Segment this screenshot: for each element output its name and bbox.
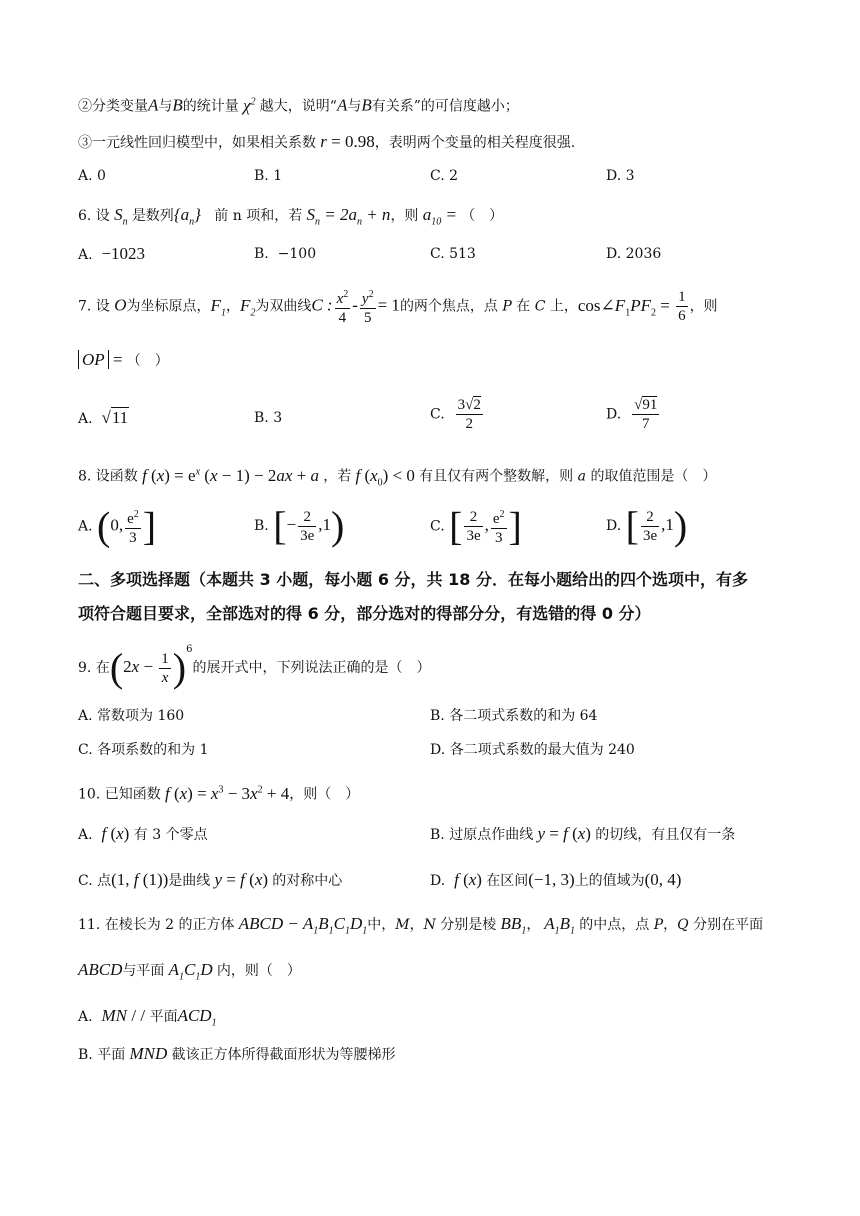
text: ③一元线性回归模型中，如果相关系数 xyxy=(78,135,316,151)
q11-stem-line2 xyxy=(78,960,301,987)
text: 平面 xyxy=(149,1009,178,1025)
section-heading-line1: 二、多项选择题（本题共 3 小题，每小题 6 分，共 18 分．在每小题给出的四个选项中，有多 xyxy=(78,570,748,589)
q11-option-b[interactable]: B. 平面 MND 截该正方体所得截面形状为等腰梯形 xyxy=(78,1044,396,1063)
q8-stem: 8. 设函数 f $(x) = e^x$ (x − 1) − 2ax + a ，若 f $(x_0) < 0$ 有且仅有两个整数解，则 a 的取值范围是（ ） xyxy=(78,465,717,489)
text: 中， xyxy=(367,917,396,933)
text: 的切线，有且仅有一条 xyxy=(595,827,736,843)
text: ，则 xyxy=(689,298,718,315)
text: 有且仅有两个整数解，则 xyxy=(419,468,574,485)
math: $F_2$ xyxy=(239,295,256,318)
q10-option-c[interactable]: C. 点(1, f (1))是曲线 y = f (x) 的对称中心 xyxy=(78,870,343,889)
text: 与 xyxy=(347,98,362,115)
text: 分别是棱 xyxy=(440,917,497,933)
text: 与平面 xyxy=(122,963,165,979)
text: 截该正方体所得截面形状为等腰梯形 xyxy=(171,1047,396,1063)
text: 的展开式中，下列说法正确的是（ ） xyxy=(192,660,431,676)
text: 10. 已知函数 xyxy=(78,786,161,803)
q7-option-c[interactable]: C. $\frac{3√2}{2}$ xyxy=(430,397,481,432)
math: $\{a_n\}$ xyxy=(173,205,201,228)
q8-option-b[interactable]: B. [− $\frac{2}{3e}$ ,1) xyxy=(254,503,345,548)
text: 内，则（ ） xyxy=(216,963,301,979)
text: 前 n 项和，若 xyxy=(214,208,303,224)
math: B xyxy=(172,95,183,115)
text: 的两个焦点，点 xyxy=(399,298,498,315)
q11-stem: 11. 在棱长为 2 的正方体 ABCD − $A_1B_1C_1D_1$中，M，N 分别是棱 $BB_1$， $A_1B_1$ 的中点，点 P，Q 分别在平面 xyxy=(78,914,764,937)
q6-option-a[interactable] xyxy=(78,244,145,265)
text: A. xyxy=(78,247,93,263)
q6-option-c[interactable]: C. 513 xyxy=(430,246,476,262)
text: ，则（ ） xyxy=(289,786,360,803)
q9-option-a[interactable]: A. 常数项为 160 xyxy=(78,708,185,724)
text: 的中点，点 xyxy=(579,917,650,933)
fraction: $\frac{1}{6}$ xyxy=(678,289,686,324)
fraction: $\frac{y^2}{5}$ xyxy=(360,286,376,327)
math: $F_1$ xyxy=(210,295,226,318)
math: f $(x) = x^3 - 3x^2 + 4$ xyxy=(164,783,290,803)
math: f $(x) = e^x$ (x − 1) − 2ax + a xyxy=(142,465,319,485)
text: 分别在平面 xyxy=(693,917,764,933)
math: −100 xyxy=(277,246,317,262)
math: r xyxy=(316,132,332,151)
text: 是数列 xyxy=(131,208,174,224)
text: 与 xyxy=(158,98,173,115)
q6-stem xyxy=(78,205,503,232)
math: $a_{10}$ = xyxy=(418,205,462,228)
math: B xyxy=(361,95,372,115)
text: 有关系”的可信度越小； xyxy=(371,98,519,115)
math: ABCD − $A_1B_1C_1D_1$ xyxy=(234,914,368,937)
math: A xyxy=(148,95,159,115)
q5-option-d[interactable]: D. 3 xyxy=(606,168,635,184)
q7-stem-line2: OP = （ ） xyxy=(78,350,169,371)
math: ABCD xyxy=(78,960,123,979)
math: f $(x_0) < 0$ xyxy=(355,465,420,489)
q10-option-a[interactable]: A. f (x) 有 3 个零点 xyxy=(78,824,208,843)
text: 有 3 个零点 xyxy=(133,827,208,843)
text: 8. 设函数 xyxy=(78,468,138,485)
text: 的对称中心 xyxy=(272,873,343,889)
text: ②分类变量 xyxy=(78,98,148,115)
q5-option-a[interactable]: A. 0 xyxy=(78,168,106,184)
text: ，表明两个变量的相关程度很强. xyxy=(374,135,576,151)
q7-option-a[interactable]: A. √11 xyxy=(78,408,129,427)
text: ，若 xyxy=(323,468,352,485)
q9-stem: 9. 在(2x − $\frac{1}{x}$ )$^6$的展开式中，下列说法正确的是（ ） xyxy=(78,644,431,690)
text: 在 xyxy=(516,298,531,315)
math: C : xyxy=(311,295,333,315)
q9-option-b[interactable]: B. 各二项式系数的和为 64 xyxy=(430,708,598,724)
text: 是曲线 xyxy=(168,873,211,889)
text: B. 过原点作曲线 xyxy=(430,827,534,843)
math: −1023 xyxy=(101,244,146,263)
math: $S_n$ xyxy=(109,205,128,228)
math: OP xyxy=(78,350,109,369)
q10-stem xyxy=(78,780,359,805)
text: C. 点 xyxy=(78,873,112,889)
q8-option-a[interactable]: A. (0, $\frac{e^2}{3}$ ] xyxy=(78,503,157,549)
math: = 0.98 xyxy=(331,132,375,151)
text: （ ） xyxy=(461,208,504,224)
math: O xyxy=(114,295,127,315)
text: ，则 xyxy=(390,208,419,224)
q10-option-b[interactable]: B. 过原点作曲线 y = f (x) 的切线，有且仅有一条 xyxy=(430,824,736,843)
text: 越大，说明“ xyxy=(259,98,337,115)
q7-option-d[interactable]: D. $\frac{√91}{7}$ xyxy=(606,397,658,432)
text: 为双曲线 xyxy=(255,298,312,315)
q5-option-b[interactable]: B. 1 xyxy=(254,168,283,184)
text: B. 平面 xyxy=(78,1047,126,1063)
math: A xyxy=(336,95,348,115)
q7-stem: 7. 设 O为坐标原点，$F_1$，$F_2$为双曲线C : $\frac{x^2}{4}$ - $\frac{y^2}{5}$ = 1的两个焦点，点 P 在 C 上，$\cos\angle F_1PF_2$ = $\frac{1}{6}$ ，则 xyxy=(78,286,718,327)
q9-option-d[interactable]: D. 各二项式系数的最大值为 240 xyxy=(430,742,635,758)
q5-item-3 xyxy=(78,132,575,153)
text: 9. 在 xyxy=(78,660,110,676)
math: $\chi^2$ xyxy=(238,95,256,115)
text: 的取值范围是（ ） xyxy=(590,468,717,485)
text: 为坐标原点， xyxy=(126,298,211,315)
math: $S_n = 2a_n + n$ xyxy=(302,205,391,228)
text: 7. 设 xyxy=(78,298,110,315)
q7-option-b[interactable]: B. 3 xyxy=(254,410,283,426)
text: 6. 设 xyxy=(78,208,110,224)
text: A. xyxy=(78,1009,93,1025)
q5-item-2 xyxy=(78,92,519,117)
fraction: $\frac{x^2}{4}$ xyxy=(335,286,351,327)
q9-option-c[interactable]: C. 各项系数的和为 1 xyxy=(78,742,209,758)
text: （ ） xyxy=(126,353,169,369)
section-heading-line2: 项符合题目要求，全部选对的得 6 分，部分选对的得部分分，有选错的得 0 分） xyxy=(78,604,651,623)
q8-option-c[interactable]: C. [ $\frac{2}{3e}$ , $\frac{e^2}{3}$ ] xyxy=(430,503,522,549)
q6-option-d[interactable]: D. 2036 xyxy=(606,246,662,262)
math: $A_1C_1D$ xyxy=(164,960,217,983)
text: 上， xyxy=(549,298,578,315)
text: 上的值域为 xyxy=(574,873,645,889)
text: 的统计量 xyxy=(182,98,239,115)
text: 11. 在棱长为 2 的正方体 xyxy=(78,917,235,933)
q5-option-c[interactable]: C. 2 xyxy=(430,168,459,184)
text: 在区间 xyxy=(486,873,529,889)
q11-option-a[interactable]: A. MN / / 平面$ACD_1$ xyxy=(78,1006,217,1029)
q8-option-d[interactable]: D. [ $\frac{2}{3e}$ ,1) xyxy=(606,503,688,548)
q10-option-d[interactable]: D. f (x) 在区间(−1, 3)上的值域为(0, 4) xyxy=(430,870,682,889)
q6-option-b[interactable] xyxy=(254,244,316,264)
text: B. xyxy=(254,246,269,262)
